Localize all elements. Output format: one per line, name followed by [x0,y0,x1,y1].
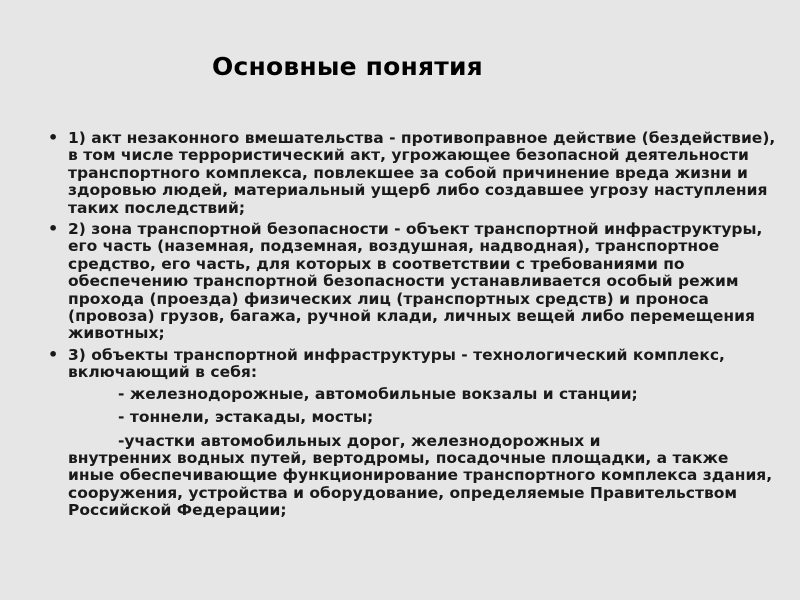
bullet-marker: • [48,128,59,147]
sub-item-tunnels: - тоннели, эстакады, мосты; [118,408,374,427]
bullet-marker: • [48,219,59,239]
slide-content [46,130,776,520]
bullet-item-3 [46,344,776,382]
slide-title: Основные понятия [212,52,483,81]
sub-item-roads-first-line: -участки автомобильных дорог, железнодорожных и [118,431,601,450]
bullet-item-1 [46,130,776,217]
bullet-item-2 [46,221,776,343]
bullet-text: 1) акт незаконного вмешательства - противоправное действие (бездействие), в том числе террористический акт, угрожающее безопасной деятельности транспортного комплекса, повлекшее за собой причинение вреда жизни и здоровью людей, материальный ущерб либо создавшее угрозу наступления таких последствий; [68,129,776,217]
bullet-text: 2) зона транспортной безопасности - объект транспортной инфраструктуры, его часть (наземная, подземная, воздушная, надводная), транспортное средство, его часть, для которых в соответствии с требованиями по обеспечению транспортной безопасности устанавливается особый режим прохода (проезда) физических лиц (транспортных средств) и проноса (провоза) грузов, багажа, ручной клади, личных вещей либо перемещения животных; [68,220,763,343]
sub-item-roads-rest: внутренних водных путей, вертодромы, посадочные площадки, а также иные обеспечивающие функционирование транспортного комплекса здания, сооружения, устройства и оборудование, определяемые Правительством Российской Федерации; [68,448,773,520]
sub-item-roads [46,433,776,520]
bullet-text: 3) объекты транспортной инфраструктуры - технологический комплекс, включающий в себя: [68,345,725,382]
sub-item-stations: - железнодорожные, автомобильные вокзалы и станции; [118,384,638,403]
bullet-marker: • [48,344,59,364]
